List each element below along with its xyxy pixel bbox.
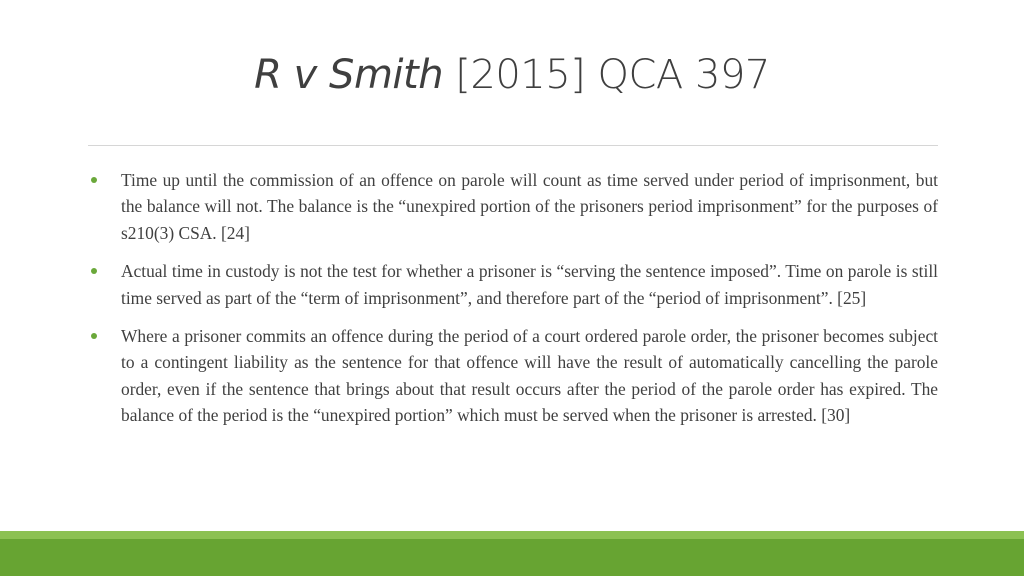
bullet-dot-icon (91, 177, 97, 183)
bullet-dot-icon (91, 333, 97, 339)
bullet-dot-icon (91, 268, 97, 274)
bullet-text: Time up until the commission of an offence on parole will count as time served under period of imprisonment, but the balance will not. The balance is the “unexpired portion of the prisoners period imprisonment” for the purposes of s210(3) CSA. [24] (121, 170, 938, 243)
bullet-list (88, 167, 938, 441)
bullet-item (88, 258, 938, 311)
bullet-item (88, 323, 938, 429)
bullet-text: Actual time in custody is not the test for whether a prisoner is “serving the sentence imposed”. Time on parole is still time served as part of the “term of imprisonment”, and therefore part of the “period of imprisonment”. [25] (121, 261, 938, 308)
case-citation: [2015] QCA 397 (443, 52, 770, 98)
footer-accent-stripe (0, 531, 1024, 539)
bullet-text: Where a prisoner commits an offence during the period of a court ordered parole order, the prisoner becomes subject to a contingent liability as the sentence for that offence will have the result of automatically cancelling the parole order, even if the sentence that brings about that result occurs after the period of the parole order has expired. The balance of the period is the “unexpired portion” which must be served when the prisoner is arrested. [30] (121, 326, 938, 426)
title-divider (88, 145, 938, 146)
bullet-item (88, 167, 938, 246)
slide-title (0, 52, 1024, 98)
footer-bar (0, 539, 1024, 576)
case-name: R v Smith (254, 52, 444, 98)
